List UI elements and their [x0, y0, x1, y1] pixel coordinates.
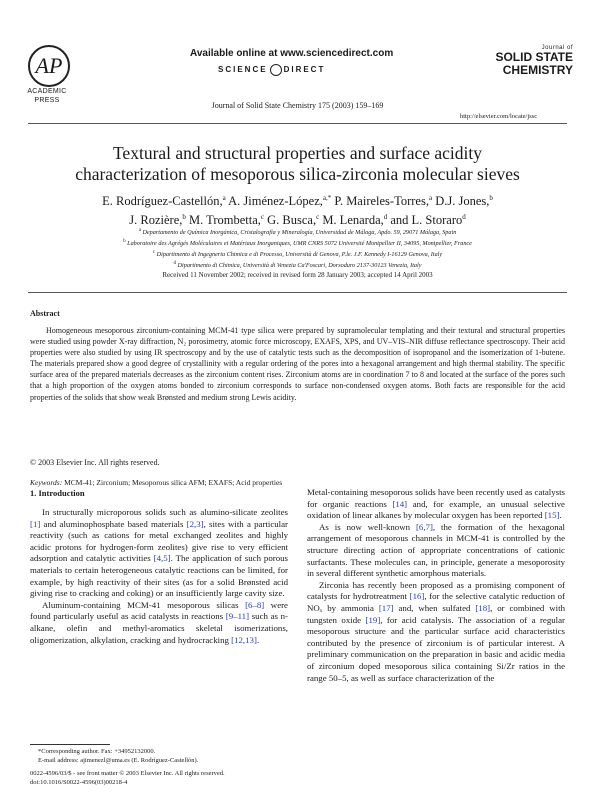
citation-link[interactable]: [2,3] — [186, 518, 204, 529]
citation-link[interactable]: [15] — [544, 510, 560, 521]
header-divider — [28, 123, 567, 124]
body-paragraph: Zirconia has recently been proposed as a promising component of catalysts for hydrotreatment [16], for the selective catalytic reduction of NOₓ by ammonia [17] and, when sulfated [18], or combined with tungsten oxide [19], for acid catalysis. The association of a regular mesoporous structure and the particular surface acid characteristics contributed by the presence of zirconium is of particular interest. A preliminary communication on the preparation in basic and acidic media of zirconium doped mesoporous silica containing Si/Zr ratios in the range 50–5, as well as surface characterization of the — [307, 579, 566, 683]
author-name: A. Jiménez-López, — [228, 194, 323, 209]
journal-url-link[interactable]: http://elsevier.com/locate/jssc — [460, 113, 538, 120]
citation-link[interactable]: [14] — [392, 498, 408, 509]
author-sup[interactable]: b — [182, 213, 186, 222]
abstract-text: Homogeneous mesoporous zirconium-containing MCM-41 type silica were prepared by supramolecular templating and their textural and structural properties were studied using powder X-ray diffraction, N₂ porosimetry, atomic force microscopy, EXAFS, XPS, and UV–VIS–NIR diffuse reflectance spectroscopy. Their acid properties were also studied by using IR spectroscopy and by the use of catalytic tests such as the decomposition of isopropanol and the isomerization of 1-butene. The materials prepared show a good degree of crystallinity with a regular ordering of the pores into a hexagonal arrangement and high thermal stability. The specific surface area of the prepared materials decreases as the zirconium content rises. Zirconium atoms are in coordination 7 to 8 and located at the surface of the pores such that a high proportion of the oxygen atoms bonded to zirconium corresponds to surface non-condensed oxygen atoms. Both facts are responsible for the acid properties of the solids that show weak Brønsted and medium strong Lewis acidity. — [30, 326, 565, 402]
author-name: and L. Storaro — [390, 213, 463, 228]
affiliation-text: Dipartimento di Chimica, Università di Venezia Ca'Foscari, Dorsoduro 2137-30123 Venezia, Italy — [176, 262, 422, 270]
citation-link[interactable]: [18] — [475, 602, 491, 613]
affiliation-sup: b — [123, 239, 126, 245]
sciencedirect-logo — [218, 64, 325, 76]
affiliation-text: Dipartimento di Ingegneria Chimica e di Processo, Università di Genova, P.le. J.F. Kennedy I-16129 Genova, Italy — [155, 251, 443, 259]
author-sup[interactable]: a,* — [322, 194, 332, 202]
journal-logo — [468, 45, 573, 77]
sciencedirect-logo-right: DIRECT — [283, 65, 326, 75]
author-sup[interactable]: c — [316, 213, 320, 222]
citation-link[interactable]: [12,13] — [231, 634, 257, 645]
author-name: E. Rodríguez-Castellón, — [102, 194, 223, 209]
body-paragraph: In structurally microporous solids such as alumino-silicate zeolites [1] and aluminophosphate based materials [2,3], sites with a particular reactivity (such as cations for metal exchanged zeolites and highly acidic protons for hydrogen-form zeolites) give rise to very efficient adsorption and catalytic activities [4,5]. The application of such porous materials to certain heterogeneous catalytic reactions can be limited, for example, by high reactivity of their sites (as for a solid Brønsted acid giving rise to cracking and coking) or an insufficiently large cavity size. — [30, 507, 288, 599]
citation-link[interactable]: [6–8] — [245, 599, 265, 610]
page-footer — [30, 770, 225, 787]
body-paragraph: As is now well-known [6,7], the formation of the hexagonal arrangement of mesoporous channels in MCM-41 is controlled by the structure directing action of appropriate concentrations of cationic surfactants. These molecules can, in principle, generate a mesoporosity in several different synthetic amorphous materials. — [307, 521, 565, 579]
affiliation-sup: a — [138, 228, 141, 233]
author-name: D.J. Jones, — [435, 194, 490, 209]
citation-link[interactable]: [16] — [409, 591, 425, 602]
author-sup[interactable]: d — [462, 213, 466, 222]
title-line-2: characterization of mesoporous silica-zirconia molecular sieves — [75, 164, 520, 184]
available-online-notice[interactable]: Available online at www.sciencedirect.com — [190, 48, 394, 59]
received-dates: Received 11 November 2002; received in revised form 28 January 2003; accepted 14 April 2003 — [162, 271, 433, 279]
body-left-column — [30, 507, 288, 646]
publisher-name-line1: ACADEMIC — [27, 88, 67, 95]
author-sup[interactable]: d — [383, 213, 388, 222]
author-list — [30, 190, 565, 228]
author-name: P. Maireles-Torres, — [334, 194, 429, 209]
citation-link[interactable]: [4,5] — [153, 553, 171, 564]
citation-link[interactable]: [1] — [30, 518, 41, 529]
affiliation-text: Departamento de Química Inorgánica, Cristalografía y Mineralogía, Universidad de Málaga, Apdo. 59, 29071 Málaga, Spain — [140, 229, 457, 237]
footer-doi[interactable]: doi:10.1016/S0022-4596(03)00218-4 — [30, 778, 128, 786]
affiliation-sup: c — [152, 250, 156, 256]
author-name: J. Rozière, — [129, 213, 183, 228]
affiliation-item — [30, 237, 565, 248]
journal-logo-small: Journal of — [541, 45, 573, 51]
citation-link[interactable]: [19] — [365, 614, 381, 625]
copyright-notice: © 2003 Elsevier Inc. All rights reserved. — [30, 458, 160, 467]
affiliation-item — [30, 259, 565, 270]
sciencedirect-logo-left: SCIENCE — [218, 65, 268, 75]
author-name: M. Lenarda, — [322, 213, 384, 228]
affiliation-sup: d — [173, 261, 176, 267]
body-paragraph: Metal-containing mesoporous solids have been recently used as catalysts for organic reactions [14] and, for example, an unusual selective oxidation of linear alkanes by molecular oxygen has been reported [15]. — [307, 487, 565, 521]
footnote-divider — [30, 744, 110, 745]
journal-citation: Journal of Solid State Chemistry 175 (2003) 159–169 — [211, 101, 384, 110]
corresponding-author-note: *Corresponding author. Fax: +34952132000. — [38, 748, 156, 755]
footer-issn: 0022-4596/03/$ - see front matter © 2003 Elsevier Inc. All rights reserved. — [30, 770, 225, 777]
author-sup[interactable]: a — [428, 194, 433, 202]
body-right-column — [307, 487, 565, 684]
section-heading: 1. Introduction — [30, 488, 85, 498]
affiliation-list — [30, 226, 565, 270]
author-name: M. Trombetta, — [189, 213, 261, 228]
author-sup[interactable]: c — [260, 213, 264, 222]
author-name: G. Busca, — [267, 213, 317, 228]
abstract-top-divider — [28, 292, 567, 293]
journal-logo-line2: CHEMISTRY — [502, 63, 573, 77]
article-title — [30, 143, 565, 185]
citation-link[interactable]: [9–11] — [225, 611, 250, 622]
affiliation-text: Laboratoire des Agrégés Moléculaires et Matériaux Inorganiques, UMR CNRS 5072 Université Montpellier II, 34095, Montpellier, France — [125, 240, 472, 248]
journal-logo-line1: SOLID STATE — [495, 50, 573, 64]
abstract-heading: Abstract — [30, 309, 60, 318]
author-sup[interactable]: a — [222, 194, 226, 202]
keywords-label: Keywords: — [30, 478, 63, 487]
affiliation-item — [30, 226, 565, 237]
affiliation-item — [30, 248, 565, 259]
citation-link[interactable]: [6,7] — [415, 521, 433, 532]
author-sup[interactable]: b — [489, 194, 493, 202]
email-note[interactable]: E-mail address: ajimenezl@uma.es (E. Rodríguez-Castellón). — [38, 756, 199, 764]
keywords-line — [30, 478, 282, 487]
publisher-name-line2: PRESS — [34, 97, 60, 104]
body-paragraph: Aluminum-containing MCM-41 mesoporous silicas [6–8] were found particularly useful as acid catalysts in reactions [9–11] such as n-alkane, olefin and methyl-aromatics skeletal isomerizations, oligomerization, alkylation, cracking and hydrocracking [12,13]. — [30, 599, 289, 645]
sciencedirect-circle-icon — [270, 64, 282, 76]
title-line-1: Textural and structural properties and surface acidity — [112, 143, 483, 163]
publisher-logo-mark: AP — [28, 45, 70, 87]
keywords-text: MCM-41; Zirconium; Mesoporous silica AFM; EXAFS; Acid properties — [62, 478, 283, 487]
footnote — [30, 748, 288, 765]
citation-link[interactable]: [17] — [378, 602, 394, 613]
